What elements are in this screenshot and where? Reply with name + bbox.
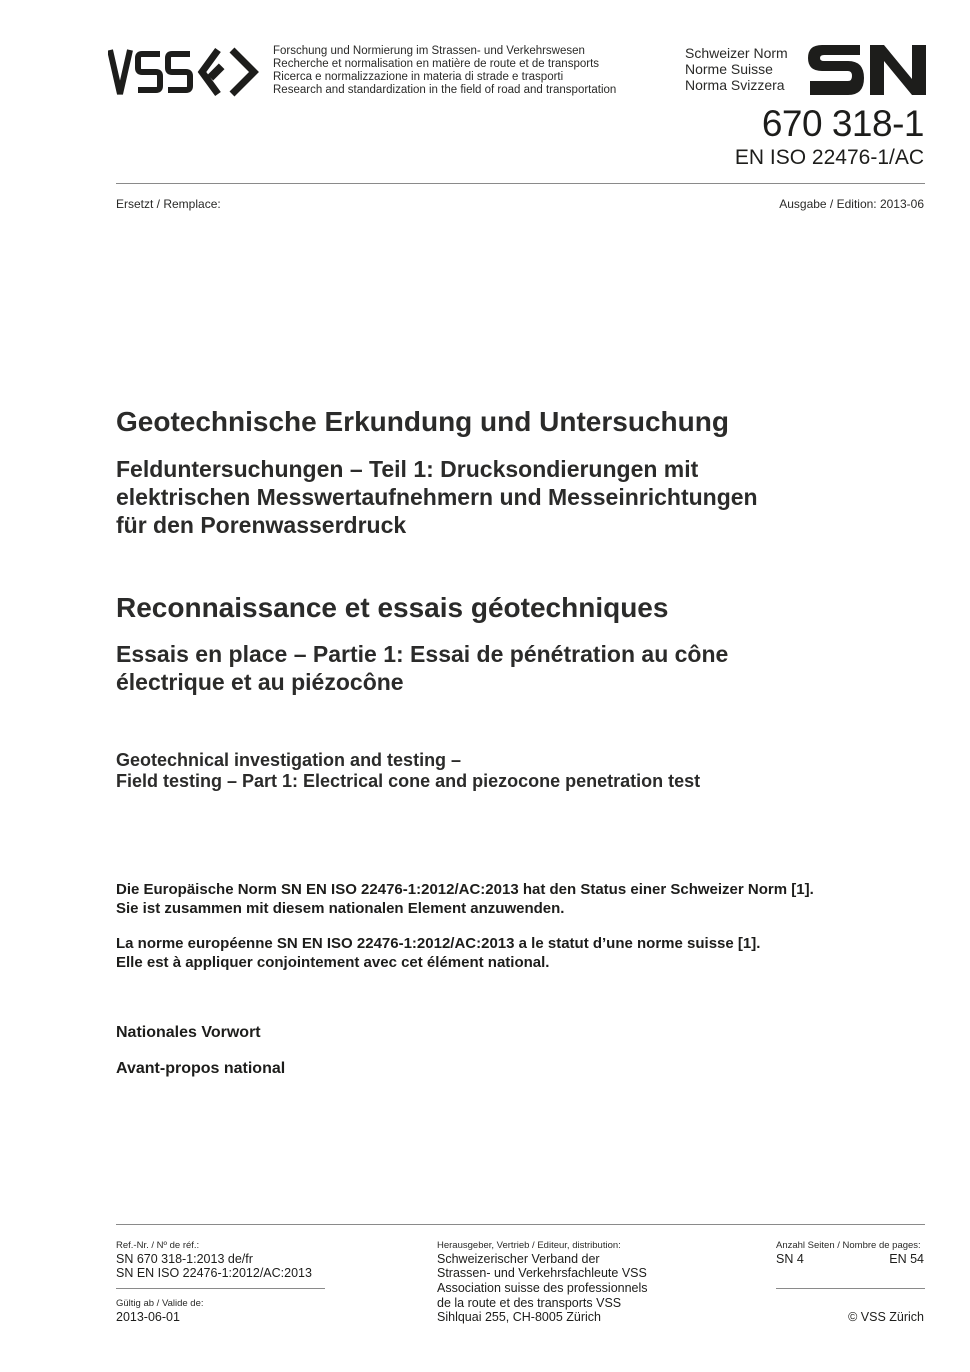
publisher-line: Sihlquai 255, CH-8005 Zürich: [437, 1310, 601, 1324]
ref-value: SN 670 318-1:2013 de/fr: [116, 1252, 253, 1266]
title-fr-sub-line: Essais en place – Partie 1: Essai de pénétration au cône: [116, 641, 729, 667]
vss-description-line: Forschung und Normierung im Strassen- und Verkehrswesen: [273, 45, 585, 57]
pages-label: Anzahl Seiten / Nombre de pages:: [776, 1240, 921, 1251]
replaces-label: Ersetzt / Remplace:: [116, 197, 221, 211]
sn-name-de: Schweizer Norm: [685, 45, 788, 61]
vss-description: [273, 45, 616, 97]
title-de-sub-line: elektrischen Messwertaufnehmern und Messeinrichtungen: [116, 484, 758, 510]
status-de-line: Die Europäische Norm SN EN ISO 22476-1:2012/AC:2013 hat den Status einer Schweizer Norm [1].: [116, 881, 814, 898]
title-de-main: Geotechnische Erkundung und Untersuchung: [116, 406, 729, 437]
status-de-line: Sie ist zusammen mit diesem nationalen Element anzuwenden.: [116, 900, 565, 917]
status-fr-line: Elle est à appliquer conjointement avec cet élément national.: [116, 954, 550, 971]
title-fr-sub-line: électrique et au piézocône: [116, 669, 404, 695]
publisher-line: Strassen- und Verkehrsfachleute VSS: [437, 1266, 647, 1280]
footer-divider: [116, 1224, 925, 1225]
title-de-sub-line: für den Porenwasserdruck: [116, 512, 407, 538]
publisher-line: de la route et des transports VSS: [437, 1296, 622, 1310]
title-en-line: Field testing – Part 1: Electrical cone and piezocone penetration test: [116, 771, 701, 791]
sn-names: [685, 45, 788, 93]
sn-name-it: Norma Svizzera: [685, 77, 785, 93]
header-divider: [116, 183, 925, 184]
valid-value: 2013-06-01: [116, 1310, 180, 1324]
ref-value: SN EN ISO 22476-1:2012/AC:2013: [116, 1266, 312, 1280]
footer-right-divider: [776, 1288, 925, 1289]
publisher-label: Herausgeber, Vertrieb / Editeur, distribution:: [437, 1240, 621, 1251]
sn-name-fr: Norme Suisse: [685, 61, 773, 77]
vss-description-line: Recherche et normalisation en matière de route et de transports: [273, 58, 600, 70]
title-en-line: Geotechnical investigation and testing –: [116, 750, 462, 770]
foreword-de-heading: Nationales Vorwort: [116, 1024, 261, 1041]
vss-description-line: Ricerca e normalizzazione in materia di strade e trasporti: [273, 71, 564, 83]
footer-left-divider: [116, 1288, 325, 1289]
publisher-line: Association suisse des professionnels: [437, 1281, 648, 1295]
pages-en: EN 54: [889, 1252, 924, 1266]
title-de-sub-line: Felduntersuchungen – Teil 1: Drucksondierungen mit: [116, 456, 699, 482]
ref-label: Ref.-Nr. / Nº de réf.:: [116, 1240, 200, 1251]
publisher-line: Schweizerischer Verband der: [437, 1252, 600, 1266]
copyright: © VSS Zürich: [848, 1310, 924, 1324]
vss-description-line: Research and standardization in the field of road and transportation: [273, 84, 617, 96]
norm-number: 670 318-1: [761, 103, 924, 144]
pages-sn: SN 4: [776, 1252, 804, 1266]
title-fr-main: Reconnaissance et essais géotechniques: [116, 592, 669, 623]
sn-logo: [808, 45, 926, 95]
edition-label: Ausgabe / Edition: 2013-06: [779, 197, 924, 211]
status-fr-line: La norme européenne SN EN ISO 22476-1:2012/AC:2013 a le statut d’une norme suisse [1].: [116, 935, 761, 952]
vss-logo: [108, 42, 266, 102]
valid-label: Gültig ab / Valide de:: [116, 1298, 204, 1309]
norm-en-reference: EN ISO 22476-1/AC: [734, 146, 924, 169]
foreword-fr-heading: Avant-propos national: [116, 1060, 286, 1077]
